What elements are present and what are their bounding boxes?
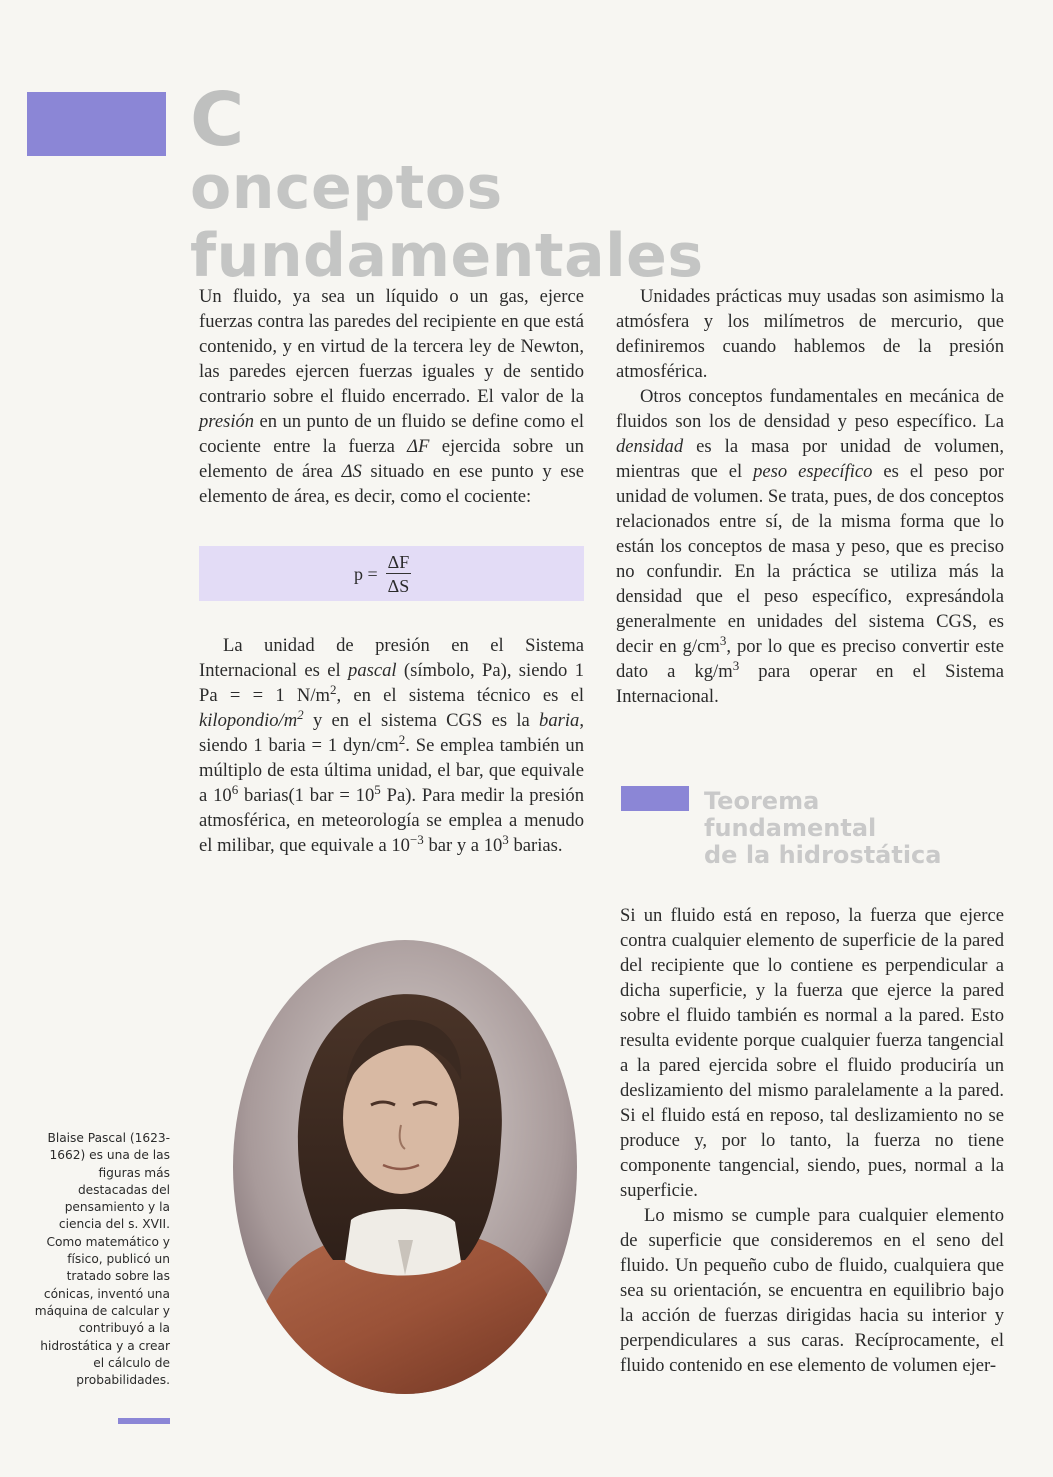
section-title xyxy=(704,788,941,869)
title-initial: C xyxy=(190,77,245,163)
title-accent-bar xyxy=(27,92,166,156)
formula-denominator: ΔS xyxy=(387,576,410,596)
page-title xyxy=(190,77,704,291)
right-column xyxy=(616,284,1004,709)
paragraph: Lo mismo se cumple para cualquier elemento de superficie que consideremos en el seno del fluido. Un pequeño cubo de fluido, cualquiera que sea su orientación, se encuentra en equilibrio bajo la acción de fuerzas dirigidas hacia su interior y perpendiculares a sus caras. Recíprocamente, el fluido contenido en ese elemento de volumen ejer- xyxy=(620,1205,1004,1376)
paragraph: Si un fluido está en reposo, la fuerza que ejerce contra cualquier elemento de superficie de la pared del recipiente que lo contiene es perpendicular a dicha superficie, y la fuerza que ejerce la pared sobre el fluido también es normal a la pared. Esto resulta evidente porque cualquier fuerza tangencial a la pared ejercida sobre el fluido produciría un deslizamiento del mismo paralelamente a la pared. Si el fluido está en reposo, tal deslizamiento no se produce y, por lo tanto, la fuerza no tiene componente tangencial, siendo, pues, normal a la superficie. xyxy=(620,905,1004,1201)
left-column-bottom xyxy=(199,633,584,858)
left-column-top xyxy=(199,284,584,509)
section-body xyxy=(620,903,1004,1378)
caption-century: XVII xyxy=(142,1217,167,1232)
pressure-formula xyxy=(354,551,411,598)
paragraph: Otros conceptos fundamentales en mecánica de fluidos son los de densidad y peso específico. La densidad es la masa por unidad de volumen, mientras que el peso específico es el peso por unidad de volumen. Se trata, pues, de dos conceptos relacionados entre sí, de la misma forma que lo están los conceptos de masa y peso, que es preciso no confundir. En la práctica se utiliza más la densidad que el peso específico, expresándola generalmente en unidades del sistema CGS, es decir en $g/cm^3$, por lo que es preciso convertir este dato a $kg/m^3$ para operar en el Sistema Internacional. xyxy=(616,386,1004,707)
section-title-line: Teorema xyxy=(704,787,820,815)
formula-numerator: ΔF xyxy=(387,552,410,572)
title-line1: onceptos xyxy=(190,153,503,223)
portrait-caption xyxy=(30,1130,170,1389)
blaise-pascal-portrait xyxy=(233,940,578,1394)
formula-lhs: p = xyxy=(354,564,378,584)
section-accent-bar xyxy=(621,786,689,811)
title-line2: fundamentales xyxy=(190,221,704,291)
paragraph: Un fluido, ya sea un líquido o un gas, ejerce fuerzas contra las paredes del recipiente en que está contenido, y en virtud de la tercera ley de Newton, las paredes ejercen fuerzas iguales y de sentido contrario sobre el fluido encerrado. El valor de la presión en un punto de un fluido se define como el cociente entre la fuerza ΔF ejercida sobre un elemento de área ΔS situado en ese punto y ese elemento de área, es decir, como el cociente: xyxy=(199,286,584,507)
paragraph: La unidad de presión en el Sistema Internacional es el pascal (símbolo, Pa), siendo 1 Pa = = 1 $N/m^2$, en el sistema técnico es el kilopondio/$m^2$ y en el sistema CGS es la baria, siendo 1 baria = 1 dyn/$cm^2$. Se emplea también un múltiplo de esta última unidad, el bar, que equivale a $10^6$ barias(1 bar = $10^5$ Pa). Para medir la presión atmosférica, en meteorología se emplea a menudo el milibar, que equivale a $10^{-3}$ bar y a $10^3$ barias. xyxy=(199,635,584,856)
caption-accent-bar xyxy=(118,1418,170,1424)
caption-text: . Como matemático y físico, publicó un tratado sobre las cónicas, inventó una máquina de calcular y contribuyó a la hidrostática y a crear el cálculo de probabilidades. xyxy=(34,1217,170,1388)
section-title-line: fundamental xyxy=(704,814,877,842)
section-title-line: de la hidrostática xyxy=(704,841,942,869)
formula-fraction xyxy=(386,551,412,598)
caption-text: Blaise Pascal (1623-1662) es una de las figuras más destacadas del pensamiento y la ciencia del s. xyxy=(47,1131,170,1232)
paragraph: Unidades prácticas muy usadas son asimismo la atmósfera y los milímetros de mercurio, que definiremos cuando hablemos de la presión atmosférica. xyxy=(616,286,1004,382)
